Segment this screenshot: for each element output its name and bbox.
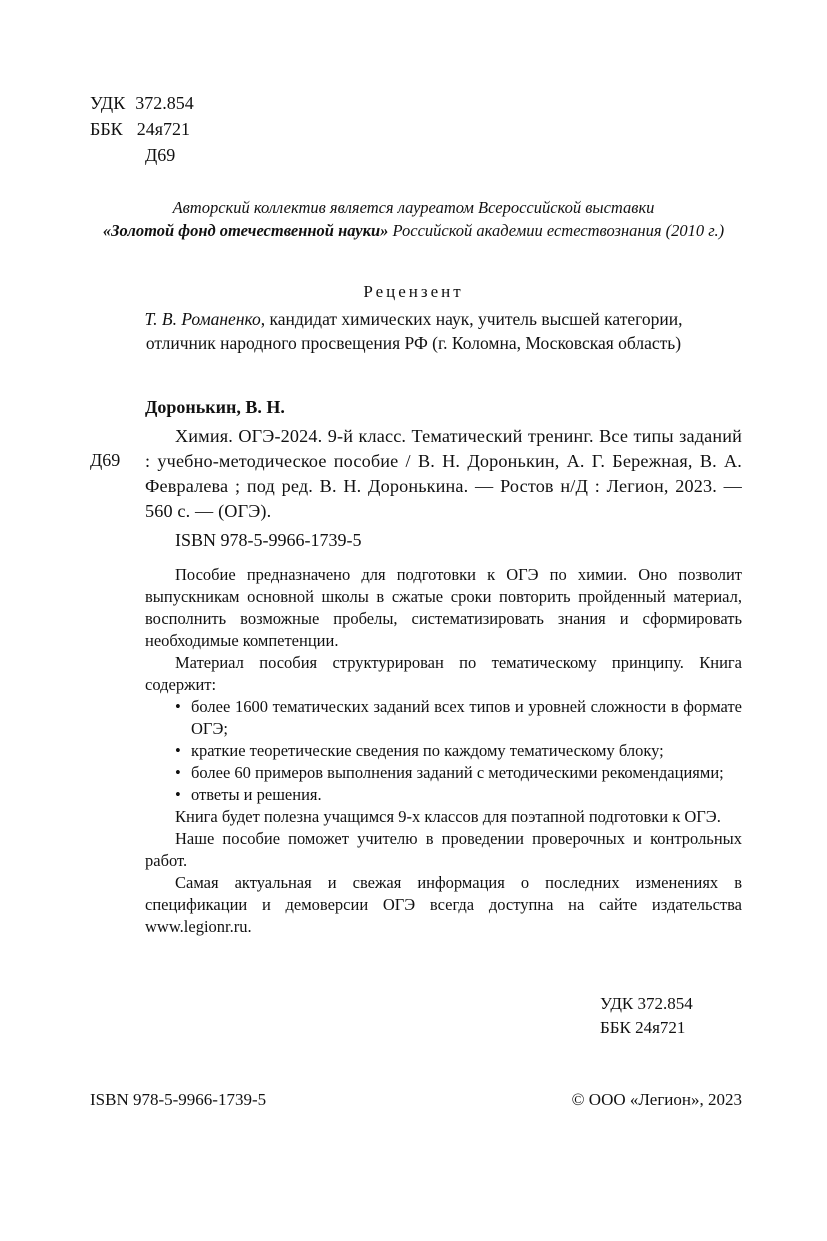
- author-mark: Д69: [145, 145, 176, 165]
- footer-copyright: © ООО «Легион», 2023: [571, 1090, 742, 1109]
- annotation-paragraph-2: Материал пособия структурирован по тематическому принципу. Книга содержит:: [145, 653, 742, 694]
- reviewer-name: Т. В. Романенко: [144, 309, 261, 329]
- list-item: [145, 696, 742, 740]
- annotation: [145, 564, 742, 938]
- laureate-line-2: [80, 219, 747, 242]
- contents-list: [145, 696, 742, 806]
- annotation-paragraph-4: Наше пособие поможет учителю в проведении проверочных и контрольных работ.: [145, 829, 742, 870]
- bbk-label: ББК: [90, 119, 123, 139]
- laureate-note: [80, 196, 747, 242]
- reviewer-heading: Рецензент: [363, 282, 464, 301]
- list-item: [145, 762, 742, 784]
- udk-value: 372.854: [135, 93, 194, 113]
- bullet-icon: •: [175, 785, 181, 804]
- record-description: Химия. ОГЭ-2024. 9-й класс. Тематический тренинг. Все типы заданий : учебно-методическое пособие / В. Н. Доронькин, А. Г. Бережная, В. А. Февралева ; под ред. В. Н. Доронькина. — Ростов н/Д : Легион, 2023. — 560 с. — (ОГЭ).: [145, 426, 742, 521]
- classification-bottom: [600, 992, 742, 1040]
- laureate-line-1: Авторский коллектив является лауреатом Всероссийской выставки: [172, 198, 655, 217]
- reviewer-line-1: [80, 307, 747, 331]
- laureate-exhibition-name: «Золотой фонд отечественной науки»: [102, 221, 389, 240]
- record-shelf-mark: Д69: [90, 450, 121, 470]
- list-item-text: краткие теоретические сведения по каждому тематическому блоку;: [191, 741, 664, 760]
- bbk-bottom: ББК 24я721: [600, 1018, 686, 1037]
- footer-isbn: ISBN 978-5-9966-1739-5: [90, 1090, 267, 1109]
- laureate-academy: Российской академии естествознания (2010 г.): [388, 221, 725, 240]
- list-item-text: более 60 примеров выполнения заданий с методическими рекомендациями;: [191, 763, 724, 782]
- annotation-paragraph-1: Пособие предназначено для подготовки к ОГЭ по химии. Оно позволит выпускникам основной школы в сжатые сроки повторить пройденный материал, восполнить возможные пробелы, систематизировать знания и сформировать необходимые компетенции.: [145, 565, 742, 650]
- annotation-paragraph-3: Книга будет полезна учащимся 9-х классов для поэтапной подготовки к ОГЭ.: [175, 807, 721, 826]
- list-item: [145, 740, 742, 762]
- annotation-paragraph-5: Самая актуальная и свежая информация о последних изменениях в спецификации и демоверсии ОГЭ всегда доступна на сайте издательства www.legionr.ru.: [145, 873, 742, 936]
- list-item: [145, 784, 742, 806]
- list-item-text: более 1600 тематических заданий всех типов и уровней сложности в формате ОГЭ;: [191, 697, 742, 738]
- reviewer-info: [80, 307, 747, 355]
- udk-label: УДК: [90, 93, 126, 113]
- bbk-value: 24я721: [136, 119, 190, 139]
- reviewer-details-2: отличник народного просвещения РФ (г. Коломна, Московская область): [145, 333, 682, 353]
- bullet-icon: •: [175, 763, 181, 782]
- record-author: Доронькин, В. Н.: [145, 397, 285, 417]
- reviewer-details-1: , кандидат химических наук, учитель высшей категории,: [260, 309, 683, 329]
- bbk-line: [90, 118, 190, 140]
- bullet-icon: •: [175, 741, 181, 760]
- list-item-text: ответы и решения.: [191, 785, 322, 804]
- udk-bottom: УДК 372.854: [600, 994, 693, 1013]
- bullet-icon: •: [175, 697, 181, 716]
- record-isbn: ISBN 978-5-9966-1739-5: [175, 530, 362, 550]
- udk-line: [90, 92, 194, 114]
